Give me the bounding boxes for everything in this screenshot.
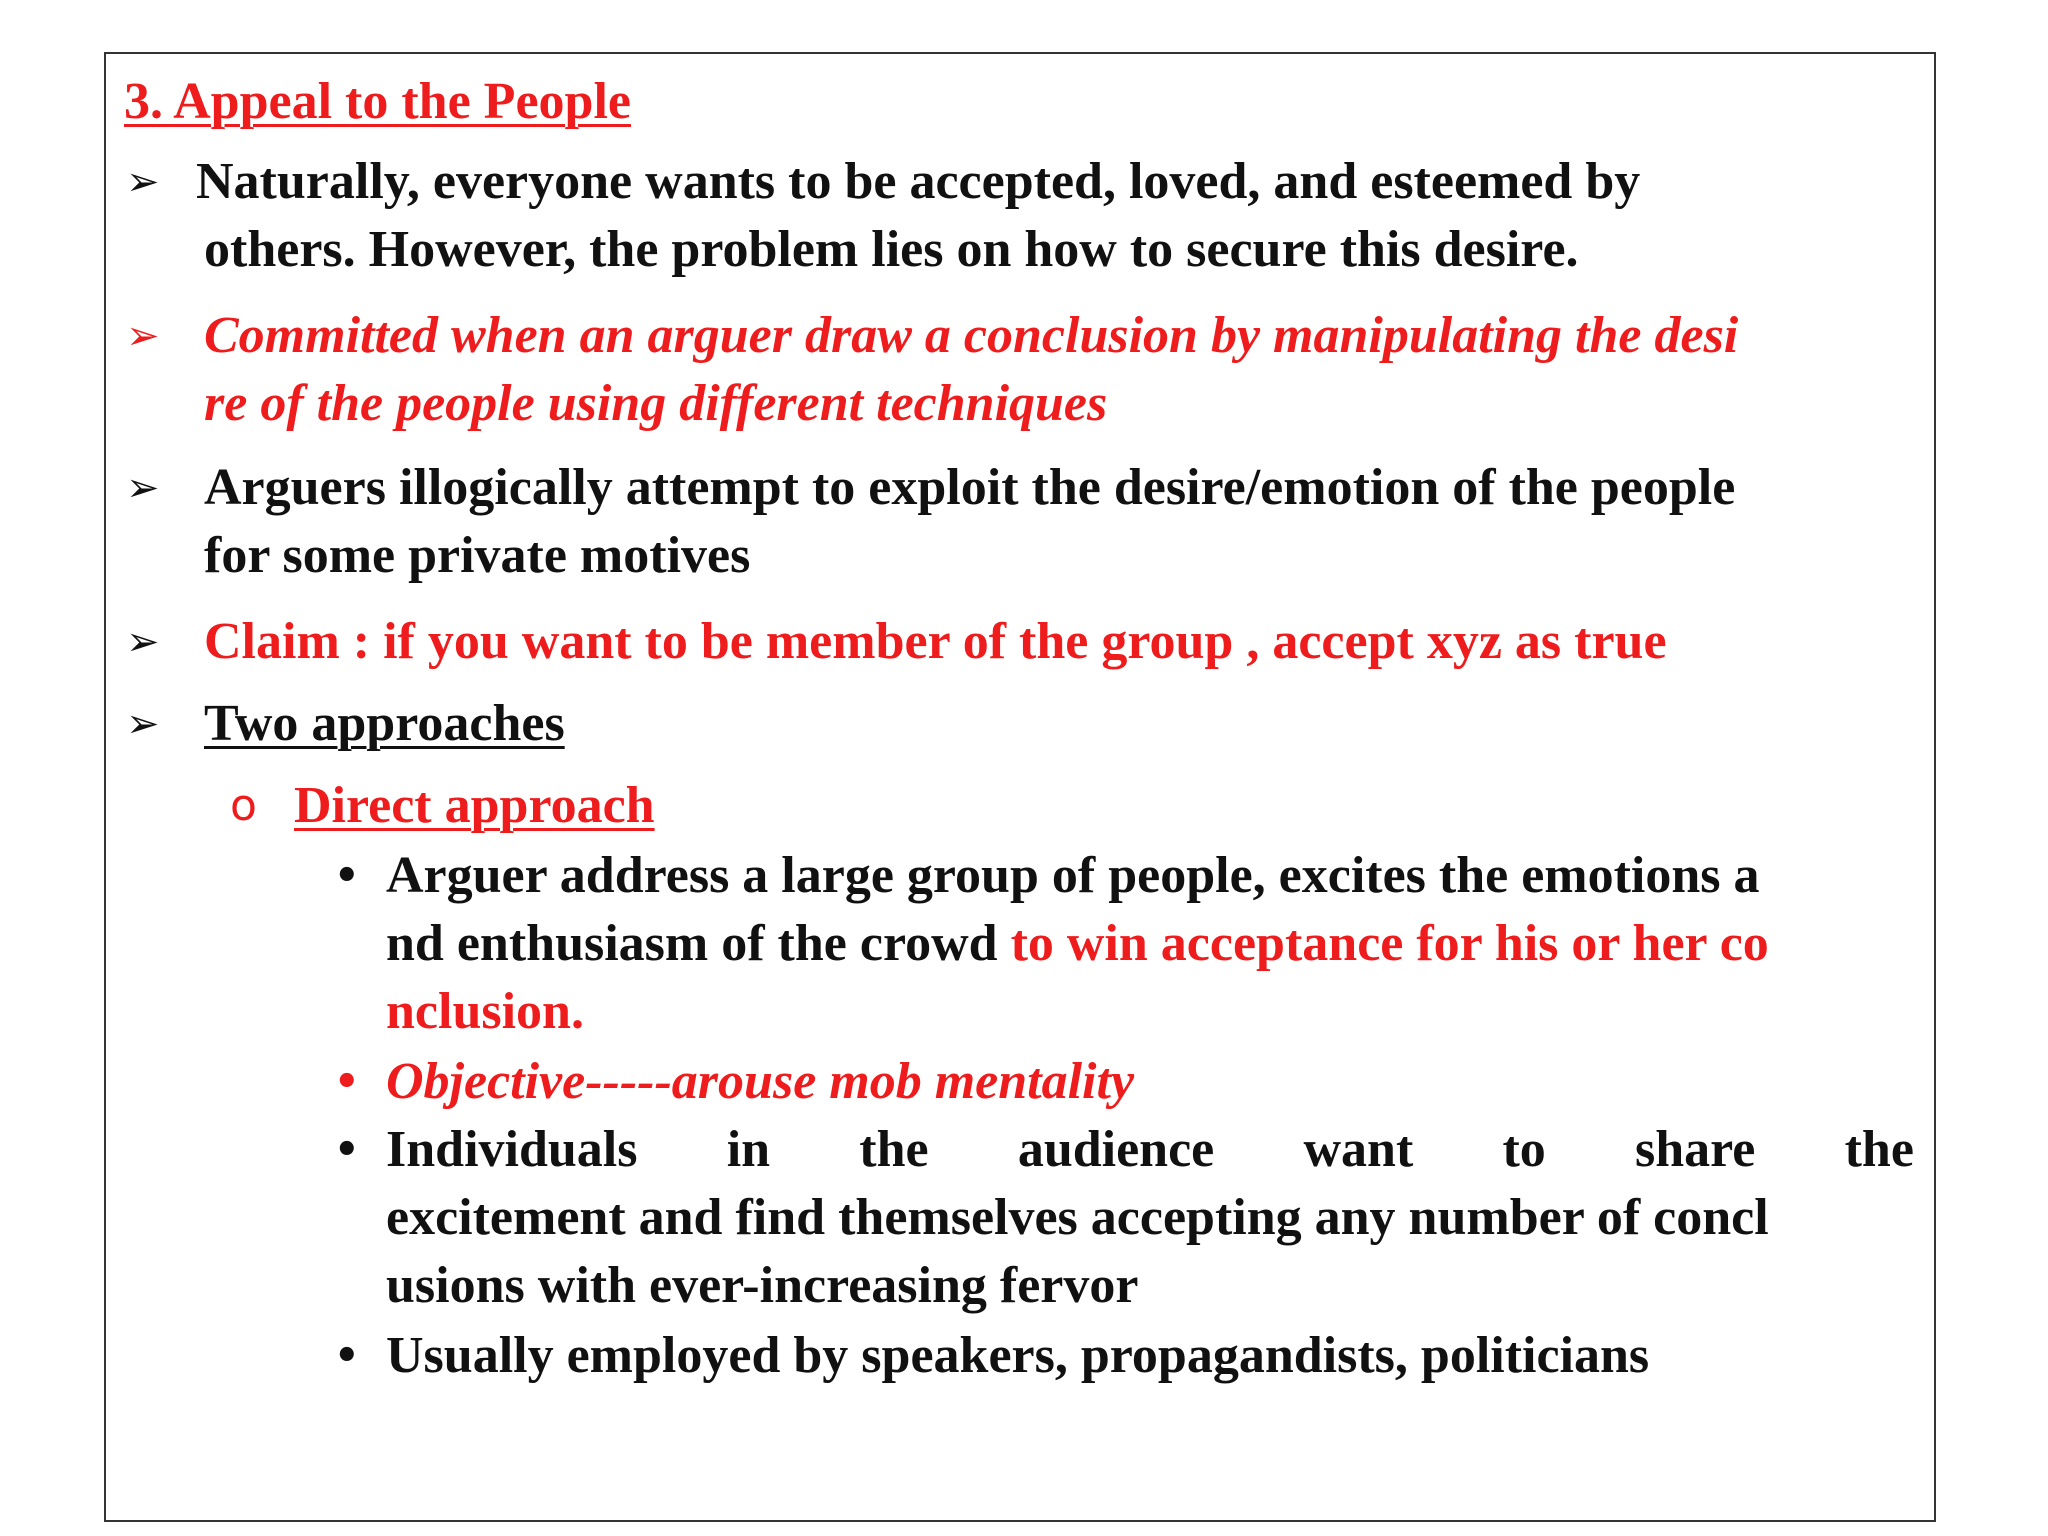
- sub-bullet-3-line-3: usions with ever-increasing fervor: [386, 1257, 1139, 1314]
- dot-bullet-icon: •: [334, 1333, 360, 1379]
- arrow-bullet-icon: ➢: [126, 701, 160, 747]
- arrow-bullet-icon: ➢: [126, 619, 160, 665]
- sub-bullet-1-line-2-black: nd enthusiasm of the crowd: [386, 915, 1011, 972]
- circle-bullet-icon: o: [230, 780, 257, 831]
- slide-title: 3. Appeal to the People: [124, 73, 631, 130]
- dot-bullet-icon: •: [334, 1127, 360, 1173]
- arrow-bullet-icon: ➢: [126, 159, 160, 205]
- arrow-bullet-icon: ➢: [126, 313, 160, 359]
- word: in: [726, 1121, 771, 1178]
- word: audience: [1017, 1121, 1215, 1178]
- word: share: [1635, 1121, 1756, 1178]
- dot-bullet-icon: •: [334, 1059, 360, 1105]
- sub-bullet-1-line-2: [386, 914, 1769, 974]
- sub-bullet-3-line-2: excitement and find themselves accepting any number of concl: [386, 1189, 1769, 1246]
- word: to: [1502, 1121, 1546, 1178]
- bullet-2-line-2: re of the people using different techniques: [204, 375, 1108, 432]
- bullet-3-line-2: for some private motives: [204, 527, 751, 584]
- bullet-1-line-2: others. However, the problem lies on how to secure this desire.: [204, 221, 1579, 278]
- dot-bullet-icon: •: [334, 853, 360, 899]
- word: the: [1844, 1121, 1914, 1178]
- sub-bullet-4-line-1: Usually employed by speakers, propagandists, politicians: [386, 1327, 1650, 1384]
- arrow-bullet-icon: ➢: [126, 465, 160, 511]
- sub-bullet-3-line-1: [386, 1120, 1914, 1180]
- sub-bullet-1-line-2-red: to win acceptance for his or her co: [1010, 915, 1769, 972]
- word: Individuals: [386, 1121, 638, 1178]
- sub-bullet-2-line-1: Objective-----arouse mob mentality: [386, 1053, 1135, 1110]
- sub-heading-direct-approach: Direct approach: [294, 777, 655, 834]
- bullet-5-line-1: Two approaches: [204, 695, 565, 752]
- bullet-4-line-1: Claim : if you want to be member of the group , accept xyz as true: [204, 613, 1667, 670]
- bullet-3-line-1: Arguers illogically attempt to exploit the desire/emotion of the people: [204, 459, 1736, 516]
- word: want: [1303, 1121, 1414, 1178]
- sub-bullet-1-line-3: nclusion.: [386, 983, 584, 1040]
- bullet-2-line-1: Committed when an arguer draw a conclusion by manipulating the desi: [204, 307, 1739, 364]
- bullet-1-line-1: Naturally, everyone wants to be accepted, loved, and esteemed by: [196, 153, 1641, 210]
- sub-bullet-1-line-1: Arguer address a large group of people, excites the emotions a: [386, 847, 1760, 904]
- word: the: [859, 1121, 929, 1178]
